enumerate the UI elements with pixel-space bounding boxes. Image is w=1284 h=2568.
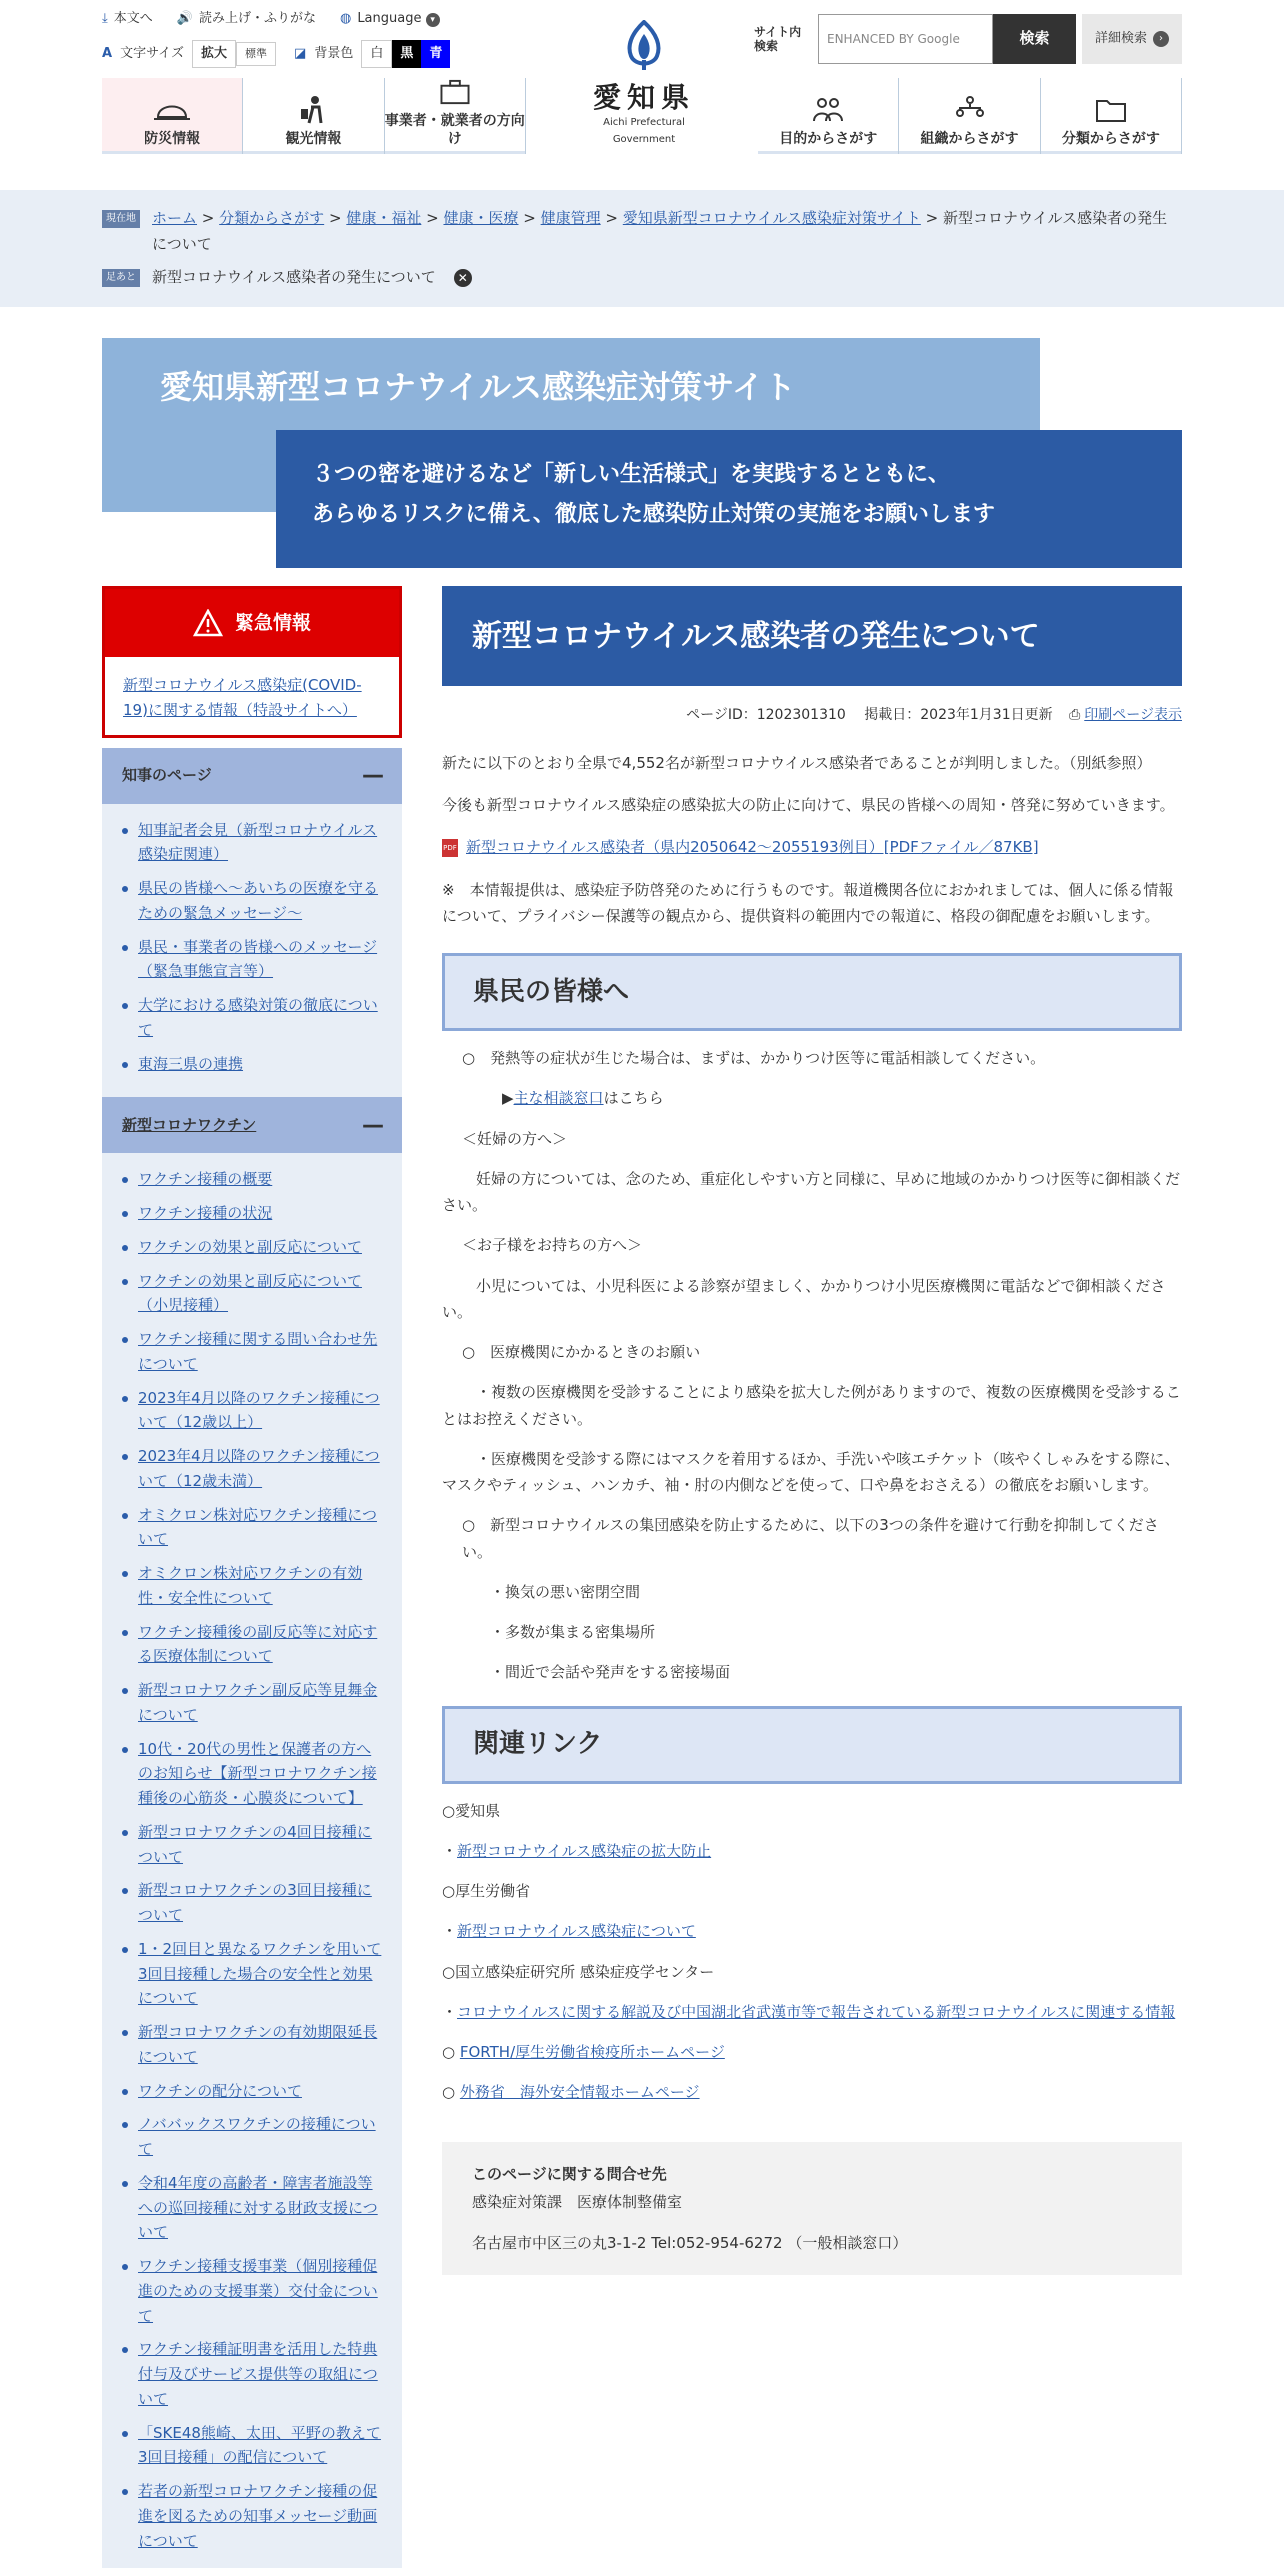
banner-line-1: ３つの密を避けるなど「新しい生活様式」を実践するとともに、 xyxy=(312,462,951,487)
links-niid-heading: ○国立感染症研究所 感染症疫学センター xyxy=(442,1962,715,1981)
skip-to-content-link[interactable]: ⤓ 本文へ xyxy=(102,8,153,30)
section-governor-toggle[interactable]: 知事のページ — xyxy=(102,748,402,804)
sidebar-link[interactable]: 2023年4月以降のワクチン接種について（12歳未満） xyxy=(138,1447,380,1490)
download-arrow-icon: ⤓ xyxy=(102,11,108,26)
banner-line-2: あらゆるリスクに備え、徹底した感染防止対策の実施をお願いします xyxy=(312,502,995,528)
sidebar-link[interactable]: オミクロン株対応ワクチン接種について xyxy=(138,1505,377,1549)
nav-disaster[interactable]: 防災情報 xyxy=(102,78,243,154)
search-label: サイト内検索 xyxy=(754,24,802,53)
links-mhlw-heading: ○厚生労働省 xyxy=(442,1882,531,1901)
sidebar-link[interactable]: ワクチン接種の状況 xyxy=(138,1204,273,1222)
emergency-title: 緊急情報 xyxy=(234,611,311,634)
sidebar-link-item xyxy=(122,2479,384,2553)
sidebar-link-item xyxy=(122,993,384,1043)
covid-banner[interactable] xyxy=(102,338,1182,586)
sidebar-link-item xyxy=(122,1167,384,1192)
sidebar-link-item xyxy=(122,1327,384,1377)
link-mofa[interactable]: 外務省 海外安全情報ホームページ xyxy=(459,2083,700,2102)
sidebar-link-item xyxy=(122,2421,384,2471)
sidebar-link[interactable]: 若者の新型コロナワクチン接種の促進を図るための知事メッセージ動画について xyxy=(138,2482,378,2550)
nav-category[interactable]: 分類からさがす xyxy=(1041,78,1182,154)
breadcrumb: 現在地 ホーム > 分類からさがす > 健康・福祉 > 健康・医療 > 健康管理 > 愛知県新型コロナウイルス感染症対策サイト > 新型コロナウイルス感染者の発生について 足あと 新型コロナウイルス感染者の発生について ✕ xyxy=(0,190,1284,307)
link-mhlw-covid[interactable]: 新型コロナウイルス感染症について xyxy=(457,1922,696,1941)
bg-color-label: 背景色 xyxy=(314,46,354,61)
sidebar-link-item xyxy=(122,1820,384,1870)
arrow-right-circle-icon: › xyxy=(1153,31,1169,47)
publish-date: 掲載日：2023年1月31日更新 xyxy=(864,707,1053,723)
sidebar-link[interactable]: 1・2回目と異なるワクチンを用いて3回目接種した場合の安全性と効果について xyxy=(138,1939,382,2008)
sidebar-link-item xyxy=(122,1052,384,1077)
search-button[interactable]: 検索 xyxy=(993,14,1076,64)
speaker-icon: 🔊 xyxy=(176,11,193,26)
global-nav xyxy=(102,78,1182,154)
sidebar xyxy=(102,586,402,2568)
breadcrumb-covid-site[interactable]: 愛知県新型コロナウイルス感染症対策サイト xyxy=(622,209,921,227)
history-tag: 足あと xyxy=(102,269,140,287)
section-vaccine-toggle[interactable]: 新型コロナワクチン — xyxy=(102,1097,402,1153)
palette-icon: ◪ xyxy=(294,46,307,61)
contact-address: 名古屋市中区三の丸3-1-2 Tel:052-954-6272 （一般相談窓口） xyxy=(472,2233,908,2252)
sidebar-link-item xyxy=(122,1386,384,1436)
close-icon[interactable]: ✕ xyxy=(454,269,472,287)
printer-icon: ⎙ xyxy=(1069,707,1081,723)
sidebar-link[interactable]: ワクチン接種証明書を活用した特典付与及びサービス提供等の取組について xyxy=(138,2340,378,2408)
awareness-paragraph: 今後も新型コロナウイルス感染症の感染拡大の防止に向けて、県民の皆様への周知・啓発に努めていきます。 xyxy=(442,796,1175,815)
bg-white-button[interactable]: 白 xyxy=(361,40,392,68)
bg-black-button[interactable]: 黒 xyxy=(392,40,421,68)
pdf-link[interactable]: 新型コロナウイルス感染者（県内2050642～2055193例目）[PDFファイル／87KB] xyxy=(466,838,1039,857)
contact-title: このページに関する問合せ先 xyxy=(472,2164,667,2183)
aichi-emblem-icon xyxy=(621,20,667,72)
sidebar-link[interactable]: ワクチン接種支援事業（個別接種促進のための支援事業）交付金について xyxy=(138,2257,378,2325)
nav-business[interactable]: 事業者・就業者の方向け xyxy=(385,78,526,154)
sidebar-link[interactable]: 2023年4月以降のワクチン接種について（12歳以上） xyxy=(138,1388,380,1432)
nav-organization[interactable]: 組織からさがす xyxy=(899,78,1040,154)
cluster-item: ・間近で会話や発声をする密接場面 xyxy=(490,1663,731,1682)
sidebar-link[interactable]: 東海三県の連携 xyxy=(138,1054,244,1073)
pregnant-text: 妊婦の方については、念のため、重症化しやすい方と同様に、早めに地域のかかりつけ医等に御相談ください。 xyxy=(442,1169,1181,1215)
sidebar-link[interactable]: 令和4年度の高齢者・障害者施設等への巡回接種に対する財政支援について xyxy=(138,2173,378,2242)
sidebar-link-item xyxy=(122,2079,384,2104)
speech-button[interactable]: 🔊 読み上げ・ふりがな xyxy=(177,8,316,30)
site-search xyxy=(754,14,1182,64)
sidebar-link[interactable]: 新型コロナワクチンの3回目接種について xyxy=(138,1881,372,1924)
traveler-icon xyxy=(293,95,333,125)
sidebar-link[interactable]: ワクチン接種後の副反応等に対応する医療体制について xyxy=(138,1622,378,1666)
page-meta xyxy=(442,704,1182,728)
chevron-down-icon: ▾ xyxy=(426,13,440,27)
sidebar-link-item xyxy=(122,876,384,926)
minus-icon: — xyxy=(362,762,384,788)
sidebar-link-item xyxy=(122,818,384,868)
sidebar-link[interactable]: ワクチンの効果と副反応について（小児接種） xyxy=(138,1271,362,1315)
nav-purpose[interactable]: 目的からさがす xyxy=(758,78,899,154)
org-icon xyxy=(950,95,990,125)
bullet-medical: ○ 医療機関にかかるときのお願い xyxy=(462,1343,701,1362)
sidebar-link[interactable]: 10代・20代の男性と保護者の方へのお知らせ【新型コロナワクチン接種後の心筋炎・心膜炎について】 xyxy=(138,1739,377,1807)
text-size-normal-button[interactable]: 標準 xyxy=(236,42,276,67)
logo-english: Aichi Prefectural Government xyxy=(603,117,685,146)
banner-title: 愛知県新型コロナウイルス感染症対策サイト xyxy=(160,368,796,406)
emergency-link[interactable]: 新型コロナウイルス感染症(COVID-19)に関する情報（特設サイトへ） xyxy=(123,676,362,719)
sidebar-link-item xyxy=(122,1561,384,1611)
pregnant-heading: ＜妊婦の方へ＞ xyxy=(462,1129,568,1148)
page-id: ページID：1202301310 xyxy=(686,707,846,723)
nav-tourism[interactable]: 観光情報 xyxy=(243,78,384,154)
sidebar-link[interactable]: 新型コロナワクチンの4回目接種について xyxy=(138,1822,372,1866)
logo-name: 愛知県 xyxy=(592,80,695,114)
sidebar-link-item xyxy=(122,1503,384,1553)
sidebar-link[interactable]: 新型コロナワクチンの有効期限延長について xyxy=(138,2023,378,2066)
sidebar-link[interactable]: ワクチン接種に関する問い合わせ先について xyxy=(138,1330,378,1373)
breadcrumb-home[interactable]: ホーム xyxy=(152,209,198,227)
sidebar-link-item xyxy=(122,1444,384,1494)
sidebar-link-item xyxy=(122,1878,384,1928)
sidebar-link-item xyxy=(122,1201,384,1226)
language-button[interactable]: ◍ Language ▾ xyxy=(340,8,440,30)
sidebar-link[interactable]: 新型コロナワクチン副反応等見舞金について xyxy=(138,1681,378,1724)
sidebar-link[interactable]: ワクチン接種の概要 xyxy=(138,1170,273,1189)
sidebar-link[interactable]: ワクチンの配分について xyxy=(138,2081,302,2100)
sidebar-link-item xyxy=(122,1235,384,1260)
privacy-note: ※ 本情報提供は、感染症予防啓発のために行うものです。報道機関各位におかれましては、個人に係る情報について、プライバシー保護等の観点から、提供資料の範囲内での報道に、格段の御配慮をお願いします。 xyxy=(442,880,1174,925)
breadcrumb-health-medical[interactable]: 健康・医療 xyxy=(443,209,519,227)
sidebar-link[interactable]: 県民・事業者の皆様へのメッセージ（緊急事態宣言等） xyxy=(138,937,378,981)
intro-paragraph: 新たに以下のとおり全県で4,552名が新型コロナウイルス感染者であることが判明しました。（別紙参照） xyxy=(442,753,1152,772)
sidebar-link[interactable]: 知事記者会見（新型コロナウイルス感染症関連） xyxy=(138,820,378,864)
sidebar-link-item xyxy=(122,2020,384,2070)
sidebar-link-item xyxy=(122,1620,384,1670)
sidebar-link[interactable]: 「SKE48熊崎、太田、平野の教えて3回目接種」の配信について xyxy=(138,2423,381,2467)
emergency-box xyxy=(102,586,402,738)
globe-icon: ◍ xyxy=(339,11,352,26)
search-input[interactable]: ENHANCED BY Google xyxy=(818,14,993,64)
text-size-large-button[interactable]: 拡大 xyxy=(192,40,236,68)
sidebar-link[interactable]: 県民の皆様へ～あいちの医療を守るための緊急メッセージ～ xyxy=(138,879,379,922)
section-heading-links: 関連リンク xyxy=(442,1706,1182,1784)
pdf-icon: PDF xyxy=(442,839,458,857)
contact-box xyxy=(442,2142,1182,2276)
minus-icon: — xyxy=(362,1112,384,1138)
breadcrumb-category[interactable]: 分類からさがす xyxy=(219,209,325,227)
sidebar-link-item xyxy=(122,2254,384,2328)
medical-text-1: ・複数の医療機関を受診することにより感染を拡大した例がありますので、複数の医療機関を受診することはお控えください。 xyxy=(442,1383,1181,1428)
sidebar-link-item xyxy=(122,2171,384,2245)
child-text: 小児については、小児科医による診察が望ましく、かかりつけ小児医療機関に電話などで御相談ください。 xyxy=(442,1276,1166,1321)
consult-window-link[interactable]: 主な相談窓口 xyxy=(513,1089,604,1108)
warning-icon xyxy=(193,609,223,637)
sidebar-link-item xyxy=(122,1737,384,1811)
sidebar-link-item xyxy=(122,935,384,985)
link-forth[interactable]: FORTH/厚生労働省検疫所ホームページ xyxy=(459,2043,725,2062)
page-title: 新型コロナウイルス感染者の発生について xyxy=(442,586,1182,686)
contact-dept: 感染症対策課 医療体制整備室 xyxy=(472,2193,683,2212)
bg-blue-button[interactable]: 青 xyxy=(421,40,450,68)
sidebar-link[interactable]: ノババックスワクチンの接種について xyxy=(138,2115,376,2158)
breadcrumb-current: 新型コロナウイルス感染者の発生について xyxy=(152,209,1168,253)
text-size-icon: A xyxy=(102,46,113,61)
cluster-item: ・多数が集まる密集場所 xyxy=(490,1623,656,1642)
bullet-cluster: ○ 新型コロナウイルスの集団感染を防止するために、以下の3つの条件を避けて行動を抑制してください。 xyxy=(462,1516,1159,1561)
sidebar-link-item xyxy=(122,1678,384,1728)
sidebar-link[interactable]: オミクロン株対応ワクチンの有効性・安全性について xyxy=(138,1564,363,1607)
print-link[interactable]: 印刷ページ表示 xyxy=(1084,707,1182,723)
people-icon xyxy=(808,95,848,125)
sidebar-link-item xyxy=(122,1937,384,2011)
briefcase-icon xyxy=(435,78,475,107)
child-heading: ＜お子様をお持ちの方へ＞ xyxy=(462,1236,643,1255)
sidebar-link[interactable]: ワクチンの効果と副反応について xyxy=(138,1237,362,1256)
current-location-tag: 現在地 xyxy=(102,210,140,228)
breadcrumb-health-welfare[interactable]: 健康・福祉 xyxy=(346,209,422,227)
sidebar-link-item xyxy=(122,2112,384,2162)
sidebar-link-item xyxy=(122,2337,384,2411)
medical-text-2: ・医療機関を受診する際にはマスクを着用するほか、手洗いや咳エチケット（咳やくしゃみをする際に、マスクやティッシュ、ハンカチ、袖・肘の内側などを使って、口や鼻をおさえる）の徹底をお願いします。 xyxy=(442,1449,1180,1495)
link-niid-info[interactable]: コロナウイルスに関する解説及び中国湖北省武漢市等で報告されている新型コロナウイルスに関連する情報 xyxy=(457,2002,1176,2021)
text-size-label: 文字サイズ xyxy=(120,46,185,61)
helmet-icon xyxy=(152,95,192,125)
sidebar-link-item xyxy=(122,1269,384,1319)
breadcrumb-health-management[interactable]: 健康管理 xyxy=(540,209,601,227)
folder-icon xyxy=(1091,95,1131,125)
main-content: 新型コロナウイルス感染者の発生について ページID：1202301310 掲載日：2023年1月31日更新 ⎙ 印刷ページ表示 新たに以下のとおり全県で4,552名が新型コロナウイルス感染者であることが判明しました。（別紙参照） 今後も新型コロナウイルス感染症の感染拡大の防止に向けて、県民の皆様への周知・啓発に努めていきます。 PDF 新型コロナウイルス感染者（県内2050642～2055193例目）[PDFファイル／87KB] ※ 本情報提供は、感染症予防啓発のために行うものです。報道機関各位におかれましては、個人に係る情報について、プライバシー保護等の観点から、提供資料の範囲内での報道に、格段の御配慮をお願いします。 県民の皆様へ ○ 発熱等の症状が生じた場合は、まずは、かかりつけ医等に電話相談してください。 ▶主な相談窓口はこちら ＜妊婦の方へ＞ 妊婦の方については、念のため、重症化しやすい方と同様に、早めに地域のかかりつけ医等に御相談ください。 ＜お子様をお持ちの方へ＞ 小児については、小児科医による診察が望ましく、かかりつけ小児医療機関に電話などで御相談ください。 ○ 医療機関にかかるときのお願い ・複数の医療機関を受診することにより感染を拡大した例がありますので、複数の医療機関を受診することはお控えください。 ・医療機関を受診する際にはマスクを着用するほか、手洗いや咳エチケット（咳やくしゃみをする際に、マスクやティッシュ、ハンカチ、袖・肘の内側などを使って、口や鼻をおさえる）の徹底をお願いします。 ○ 新型コロナウイルスの集団感染を防止するために、以下の3つの条件を避けて行動を抑制してください。 ・換気の悪い密閉空間 ・多数が集まる密集場所 ・間近で会話や発声をする密接場面 関連リンク ○愛知県 ・新型コロナウイルス感染症の拡大防止 ○厚生労働省 ・新型コロナウイルス感染症について ○国立感染症研究所 感染症疫学センター ・コロナウイルスに関する解説及び中国湖北省武漢市等で報告されている新型コロナウイルスに関連する情報 ○ FORTH/厚生労働省検疫所ホームページ ○ 外務省 海外安全情報ホームページ このページに関する問合せ先 感染症対策課 医療体制整備室 名古屋市中区三の丸3-1-2 Tel:052-954-6272 （一般相談窓口） xyxy=(442,586,1182,2568)
section-heading-residents: 県民の皆様へ xyxy=(442,953,1182,1031)
sidebar-link[interactable]: 大学における感染対策の徹底について xyxy=(138,996,378,1039)
links-aichi-heading: ○愛知県 xyxy=(442,1801,501,1820)
link-aichi-prevention[interactable]: 新型コロナウイルス感染症の拡大防止 xyxy=(457,1841,712,1860)
history-item[interactable]: 新型コロナウイルス感染者の発生について xyxy=(152,268,436,286)
site-header xyxy=(102,0,1182,190)
cluster-item: ・換気の悪い密閉空間 xyxy=(490,1582,641,1601)
bullet-consult: ○ 発熱等の症状が生じた場合は、まずは、かかりつけ医等に電話相談してください。 xyxy=(462,1049,1046,1068)
advanced-search-button[interactable]: 詳細検索 › xyxy=(1082,14,1182,64)
